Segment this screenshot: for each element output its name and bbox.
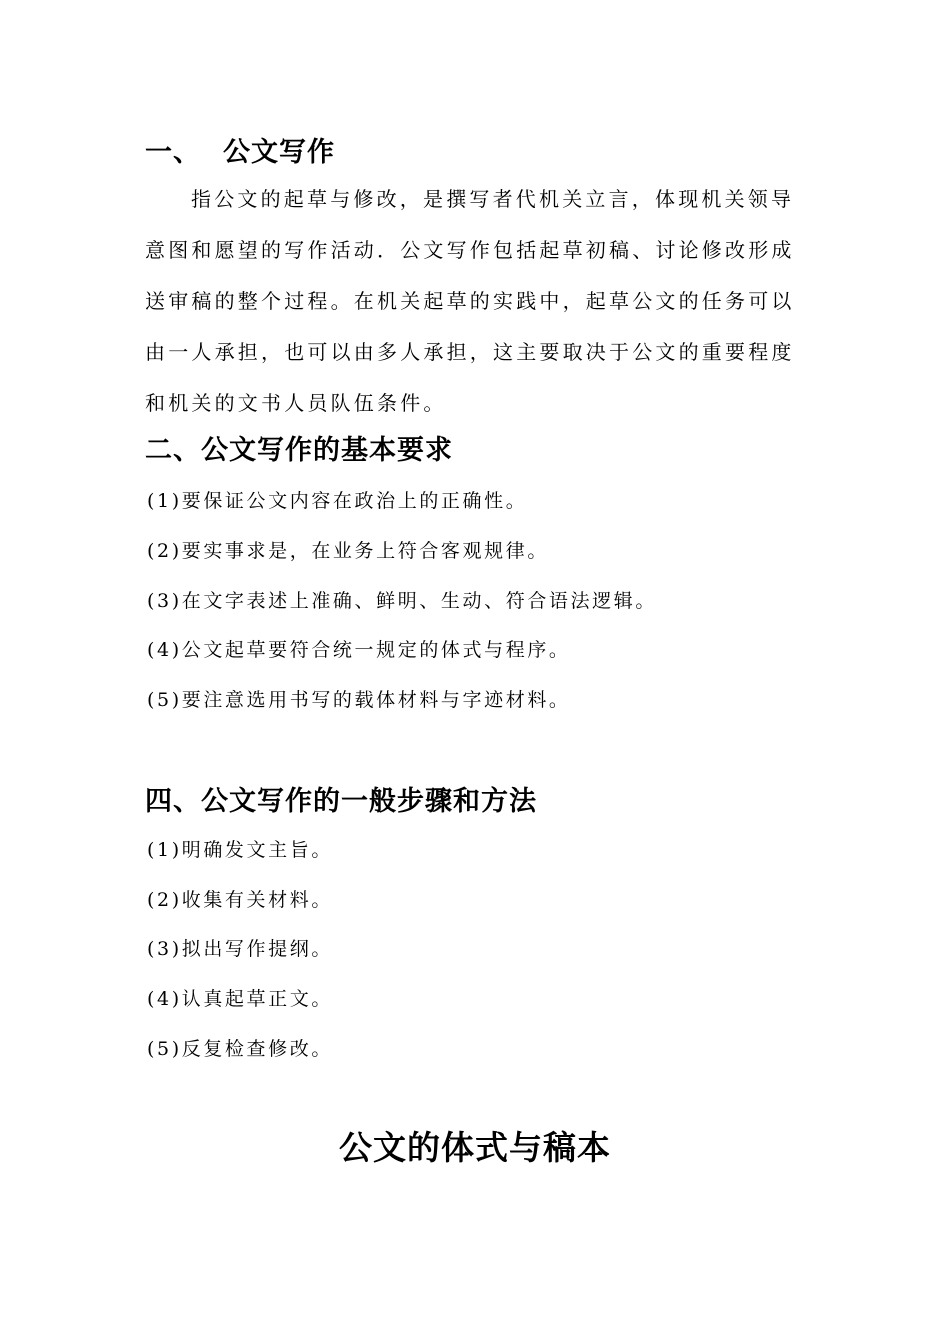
section2-item-5: (5)要注意选用书写的载体材料与字迹材料。 [147,689,571,711]
section4-heading: 四、公文写作的一般步骤和方法 [145,786,537,817]
section4-item-3: (3)拟出写作提纲。 [147,938,333,960]
section1-number: 一、 [145,137,201,168]
section4-item-1: (1)明确发文主旨。 [147,839,333,861]
section2-item-2: (2)要实事求是，在业务上符合客观规律。 [147,540,549,562]
section4-item-5: (5)反复检查修改。 [147,1038,333,1060]
section4-item-2: (2)收集有关材料。 [147,889,333,911]
section2-item-4: (4)公文起草要符合统一规定的体式与程序。 [147,639,571,661]
bottom-title: 公文的体式与稿本 [339,1128,611,1167]
section1-title: 公文写作 [223,137,335,168]
section2-heading: 二、公文写作的基本要求 [145,435,453,466]
section1-heading [145,130,335,169]
section1-body: 指公文的起草与修改，是撰写者代机关立言，体现机关领导意图和愿望的写作活动．公文写作包括起草初稿、讨论修改形成送审稿的整个过程。在机关起草的实践中，起草公文的任务可以由一人承担，也可以由多人承担，这主要取决于公文的重要程度和机关的文书人员队伍条件。 [145,187,795,415]
section2-item-3: (3)在文字表述上准确、鲜明、生动、符合语法逻辑。 [147,590,657,612]
section4-item-4: (4)认真起草正文。 [147,988,333,1010]
section2-item-1: (1)要保证公文内容在政治上的正确性。 [147,490,528,512]
